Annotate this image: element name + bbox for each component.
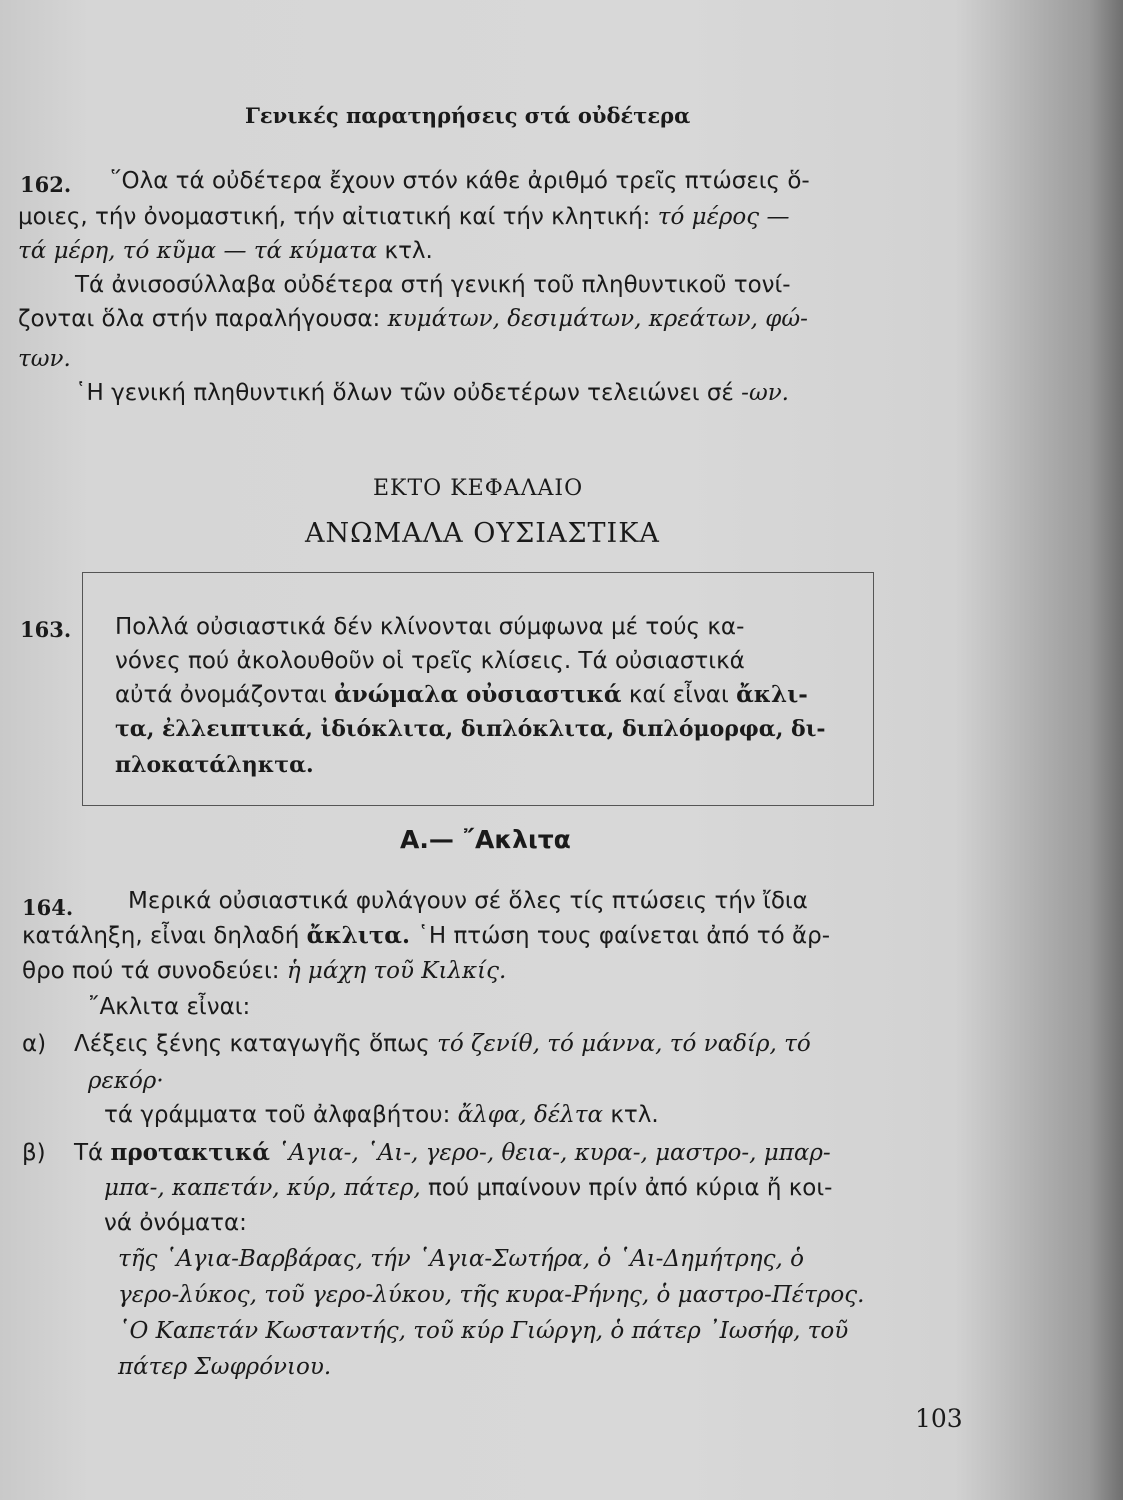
subsection-heading: Α.— ῎Ακλιτα: [400, 825, 571, 854]
p162-line-5-text: ζονται ὅλα στήν παραλήγουσα:: [18, 306, 388, 332]
page-number: 103: [915, 1404, 963, 1433]
item-b-prefixes: ῾Αγια-, ῾Αι-, γερο-, θεια-, κυρα-, μαστρο-, μπαρ-: [269, 1140, 831, 1166]
p164-line-3: [22, 956, 506, 986]
p162-line-4: Τά ἀνισοσύλλαβα οὐδέτερα στή γενική τοῦ πληθυντικοῦ τονί-: [75, 272, 791, 298]
p164-line-2-rest: ῾Η πτώση τους φαίνεται ἀπό τό ἄρ-: [410, 923, 831, 949]
paragraph-number-164: 164.: [22, 895, 74, 920]
item-a-label: α): [22, 1031, 47, 1057]
p164-line-4: ῎Ακλιτα εἶναι:: [88, 994, 251, 1020]
chapter-title: ΑΝΩΜΑΛΑ ΟΥΣΙΑΣΤΙΚΑ: [305, 518, 660, 549]
item-b-label: β): [22, 1140, 46, 1166]
item-b-term-protaktika: προτακτικά: [110, 1139, 270, 1166]
item-b-prefixes-cont: μπα-, καπετάν, κύρ, πάτερ,: [104, 1175, 421, 1201]
paragraph-number-162: 162.: [20, 172, 72, 197]
p164-line-2: [22, 921, 830, 951]
item-b-line-2: [104, 1173, 832, 1203]
p162-line-3: [18, 236, 433, 266]
examples-line-4: πάτερ Σωφρόνιου.: [118, 1354, 332, 1380]
item-b-line-1-text: Τά: [74, 1140, 111, 1166]
p164-term-aklita: ἄκλιτα.: [306, 922, 411, 949]
item-b-line-1: [74, 1138, 831, 1168]
p162-line-7: [75, 378, 789, 408]
p163-line-3-text: αὐτά ὀνομάζονται: [115, 682, 335, 708]
item-a-line-1: [74, 1029, 811, 1059]
p162-line-1: ῞Ολα τά οὐδέτερα ἔχουν στόν κάθε ἀριθμό τρεῖς πτώσεις ὅ-: [110, 168, 810, 194]
item-b-line-3: νά ὀνόματα:: [104, 1210, 247, 1236]
p162-line-7-text: ῾Η γενική πληθυντική ὅλων τῶν οὐδετέρων τελειώνει σέ: [75, 380, 742, 406]
p163-line-1: Πολλά οὐσιαστικά δέν κλίνονται σύμφωνα μέ τούς κα-: [115, 614, 745, 640]
p162-line-6: των.: [18, 346, 71, 372]
p164-line-3-text: θρο πού τά συνοδεύει:: [22, 958, 287, 984]
p162-example-meros: τό μέρος —: [657, 204, 790, 230]
item-a-line-1-text: Λέξεις ξένης καταγωγῆς ὅπως: [74, 1031, 438, 1057]
section-heading: Γενικές παρατηρήσεις στά οὐδέτερα: [245, 103, 691, 128]
item-a-line-3: [104, 1100, 659, 1130]
p163-line-2: νόνες πού ἀκολουθοῦν οἱ τρεῖς κλίσεις. Τά οὐσιαστικά: [115, 648, 745, 674]
p164-line-1: Μερικά οὐσιαστικά φυλάγουν σέ ὅλες τίς πτώσεις τήν ἴδια: [128, 888, 808, 914]
examples-line-3: ῾Ο Καπετάν Κωσταντής, τοῦ κύρ Γιώργη, ὁ πάτερ ᾿Ιωσήφ, τοῦ: [118, 1318, 849, 1344]
p163-term-anomala: ἀνώμαλα οὐσιαστικά: [334, 681, 622, 708]
p162-ending: -ων.: [741, 380, 789, 406]
p163-line-3: [115, 680, 808, 710]
examples-line-1: τῆς ῾Αγια-Βαρβάρας, τήν ῾Αγια-Σωτήρα, ὁ ῾Αι-Δημήτρης, ὁ: [118, 1246, 804, 1272]
chapter-label: ΕΚΤΟ ΚΕΦΑΛΑΙΟ: [373, 476, 584, 501]
p162-line-2-text: μοιες, τήν ὀνομαστική, τήν αἰτιατική καί τήν κλητική:: [18, 204, 658, 230]
p163-line-4: τα, ἐλλειπτικά, ἰδιόκλιτα, διπλόκλιτα, διπλόμορφα, δι-: [115, 716, 826, 742]
item-a-examples: τό ζενίθ, τό μάννα, τό ναδίρ, τό: [437, 1031, 811, 1057]
p163-term-aklita: ἄκλι-: [736, 681, 808, 708]
item-a-line-3-text: τά γράμματα τοῦ ἀλφαβήτου:: [104, 1102, 458, 1128]
p164-line-2-text: κατάληξη, εἶναι δηλαδή: [22, 923, 307, 949]
paragraph-number-163: 163.: [20, 617, 72, 642]
examples-line-2: γερο-λύκος, τοῦ γερο-λύκου, τῆς κυρα-Ρήνης, ὁ μαστρο-Πέτρος.: [118, 1282, 865, 1308]
p162-line-2: [18, 202, 789, 232]
item-b-line-2-text: πού μπαίνουν πρίν ἀπό κύρια ἤ κοι-: [420, 1175, 833, 1201]
p162-examples-kyma: τά μέρη, τό κῦμα — τά κύματα: [18, 238, 378, 264]
p162-line-5: [18, 304, 808, 334]
p164-example-kilkis: ἡ μάχη τοῦ Κιλκίς.: [286, 958, 507, 984]
item-a-line-2: ρεκόρ·: [88, 1068, 164, 1094]
item-a-letters: ἄλφα, δέλτα: [457, 1102, 604, 1128]
p162-ktl: κτλ.: [377, 238, 433, 264]
p162-examples-genitive: κυμάτων, δεσιμάτων, κρεάτων, φώ-: [387, 306, 808, 332]
item-a-ktl: κτλ.: [603, 1102, 659, 1128]
p163-line-5: πλοκατάληκτα.: [115, 752, 314, 778]
p163-line-3-mid: καί εἶναι: [621, 682, 737, 708]
